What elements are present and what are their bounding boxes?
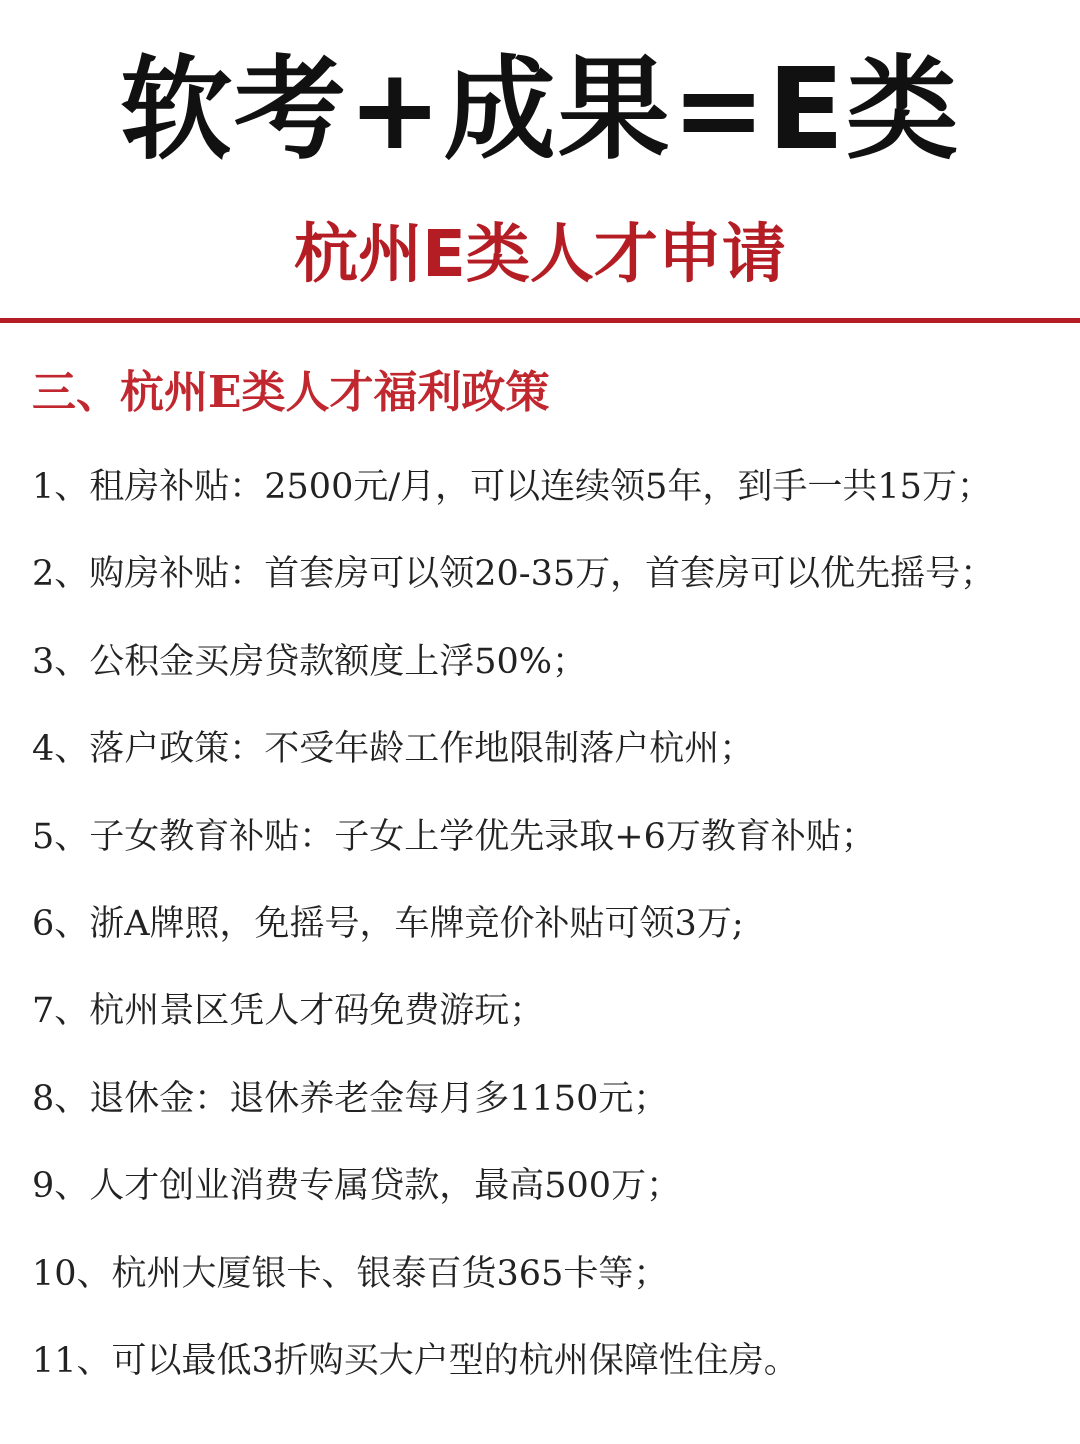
policy-item: 1、租房补贴：2500元/月，可以连续领5年，到手一共15万； bbox=[32, 467, 992, 507]
policy-item: 3、公积金买房贷款额度上浮50%； bbox=[32, 641, 588, 682]
title-divider bbox=[0, 318, 1080, 323]
page-title: 软考+成果=E类 bbox=[119, 45, 961, 175]
policy-list bbox=[32, 444, 1072, 1405]
policy-item: 9、人才创业消费专属贷款，最高500万； bbox=[32, 1166, 682, 1207]
policy-item: 7、杭州景区凭人才码免费游玩； bbox=[32, 991, 545, 1032]
policy-item: 2、购房补贴：首套房可以领20-35万，首套房可以优先摇号； bbox=[32, 554, 996, 595]
policy-item: 8、退休金：退休养老金每月多1150元； bbox=[32, 1078, 669, 1119]
policy-item: 10、杭州大厦银卡、银泰百货365卡等； bbox=[32, 1253, 669, 1294]
policy-item: 4、落户政策：不受年龄工作地限制落户杭州； bbox=[32, 729, 755, 770]
section-heading: 三、杭州E类人才福利政策 bbox=[32, 367, 550, 418]
policy-item: 5、子女教育补贴：子女上学优先录取+6万教育补贴； bbox=[32, 816, 876, 857]
page-subtitle: 杭州E类人才申请 bbox=[294, 218, 786, 292]
policy-item: 11、可以最低3折购买大户型的杭州保障性住房。 bbox=[32, 1340, 799, 1381]
policy-item: 6、浙A牌照，免摇号，车牌竞价补贴可领3万; bbox=[32, 903, 744, 944]
